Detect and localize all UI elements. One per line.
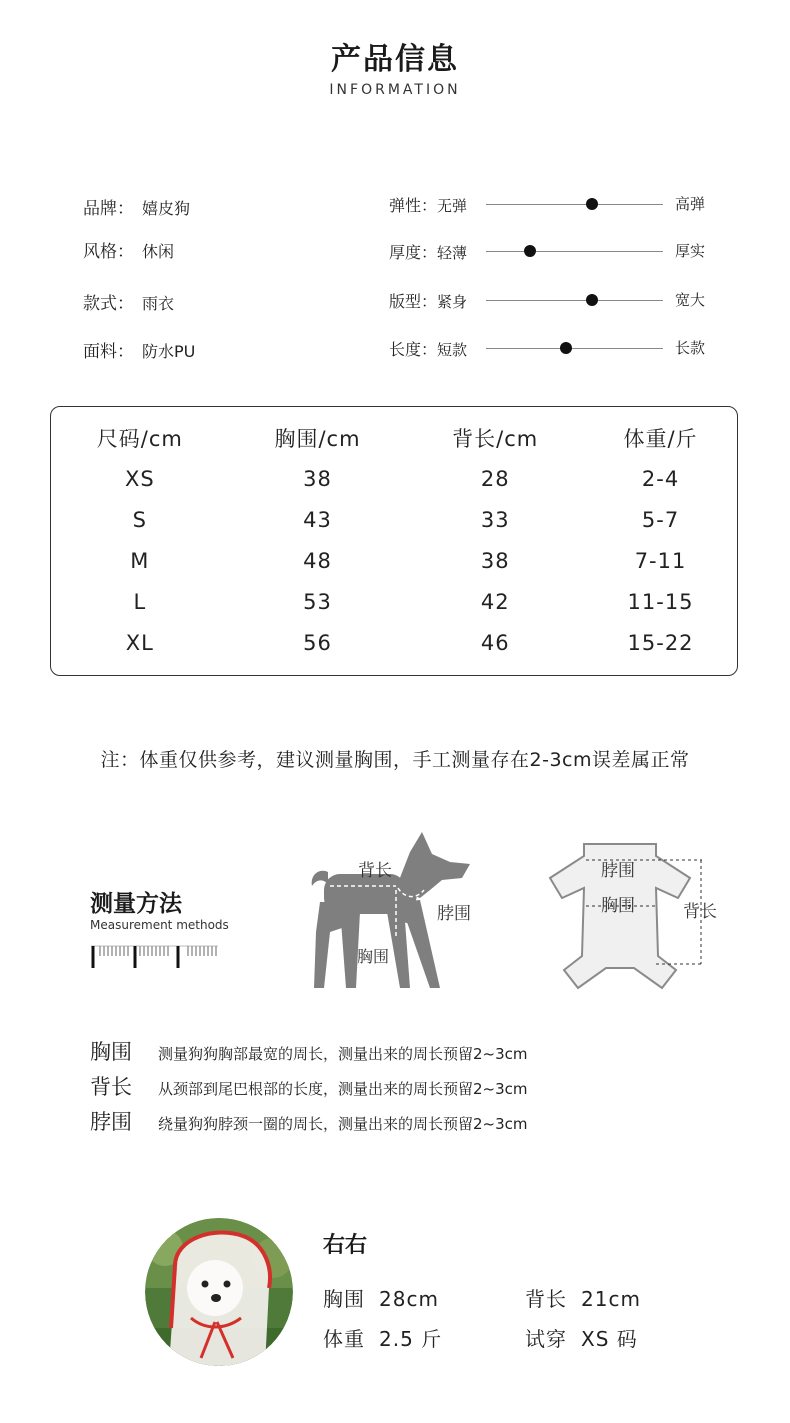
model-stat-weight — [323, 1323, 442, 1352]
attribute-brand — [83, 194, 190, 219]
table-row — [51, 458, 737, 499]
coat-diagram — [540, 838, 730, 998]
slider-knob — [560, 342, 572, 354]
slider-knob — [586, 294, 598, 306]
cell-back: 33 — [480, 507, 510, 532]
slider-knob — [524, 245, 536, 257]
size-table-header — [51, 417, 737, 458]
stat-value: XS 码 — [581, 1327, 638, 1351]
measure-desc: 从颈部到尾巴根部的长度，测量出来的周长预留2~3cm — [158, 1080, 528, 1098]
coat-label-back: 背长 — [683, 902, 717, 922]
slider-high: 长款 — [675, 339, 706, 357]
slider-thickness — [389, 240, 467, 263]
cell-weight: 7-11 — [634, 548, 687, 573]
header-weight: 体重/斤 — [623, 426, 698, 451]
slider-low: 无弹 — [437, 197, 468, 215]
measure-row-neck — [90, 1106, 528, 1136]
cell-chest: 56 — [303, 630, 332, 655]
size-note: 注：体重仅供参考，建议测量胸围，手工测量存在2-3cm误差属正常 — [100, 749, 690, 771]
measure-title: 测量方法 — [90, 891, 182, 917]
header-size: 尺码/cm — [96, 426, 183, 451]
measure-desc: 绕量狗狗脖颈一圈的周长，测量出来的周长预留2~3cm — [158, 1115, 528, 1133]
stat-key: 体重 — [323, 1327, 365, 1351]
measure-key: 脖围 — [90, 1110, 132, 1134]
cell-size: XL — [125, 630, 154, 655]
cell-weight: 15-22 — [627, 630, 694, 655]
cell-weight: 11-15 — [627, 589, 694, 614]
slider-high: 厚实 — [675, 242, 706, 260]
attribute-label: 品牌： — [83, 199, 134, 219]
dog-diagram — [300, 828, 490, 998]
size-table-box — [50, 406, 738, 676]
slider-elasticity — [389, 193, 467, 216]
table-row — [51, 581, 737, 622]
stat-key: 试穿 — [525, 1327, 567, 1351]
dog-label-chest: 胸围 — [357, 947, 390, 966]
coat-label-chest: 胸围 — [601, 896, 635, 916]
model-dog-photo — [145, 1218, 293, 1366]
measure-row-back — [90, 1071, 528, 1101]
slider-low: 轻薄 — [437, 244, 468, 262]
measure-key: 背长 — [90, 1075, 132, 1099]
cell-back: 42 — [480, 589, 510, 614]
attribute-type — [83, 289, 174, 314]
slider-track — [486, 300, 663, 301]
attribute-value: 休闲 — [142, 242, 175, 261]
model-stat-size — [525, 1323, 638, 1352]
slider-label: 长度： — [389, 340, 438, 359]
cell-back: 46 — [480, 630, 510, 655]
slider-knob — [586, 198, 598, 210]
cell-back: 38 — [480, 548, 510, 573]
cell-chest: 43 — [303, 507, 332, 532]
measure-subtitle: Measurement methods — [90, 918, 229, 932]
table-row — [51, 622, 737, 663]
page-title: 产品信息 — [331, 42, 459, 77]
slider-high: 宽大 — [675, 291, 706, 309]
header-back: 背长/cm — [452, 426, 539, 451]
slider-fit — [389, 289, 467, 312]
attribute-value: 雨衣 — [142, 294, 175, 313]
cell-size: L — [133, 589, 147, 614]
stat-value: 28cm — [379, 1287, 439, 1311]
attribute-label: 款式： — [83, 294, 134, 314]
attribute-fabric — [83, 337, 195, 362]
model-stat-back — [525, 1283, 641, 1312]
slider-high: 高弹 — [675, 195, 706, 213]
attribute-style — [83, 237, 174, 262]
cell-chest: 48 — [303, 548, 332, 573]
slider-track — [486, 251, 663, 252]
cell-size: M — [130, 548, 150, 573]
size-table — [51, 417, 737, 663]
slider-label: 弹性： — [389, 196, 438, 215]
measure-desc: 测量狗狗胸部最宽的周长，测量出来的周长预留2~3cm — [158, 1045, 528, 1063]
attribute-value: 防水PU — [142, 342, 196, 361]
cell-size: XS — [124, 466, 155, 491]
cell-size: S — [132, 507, 148, 532]
measure-key: 胸围 — [90, 1040, 132, 1064]
model-name: 右右 — [323, 1233, 368, 1258]
attribute-value: 嬉皮狗 — [142, 199, 191, 218]
attribute-label: 面料： — [83, 342, 134, 362]
slider-length — [389, 337, 467, 360]
attribute-label: 风格： — [83, 242, 134, 262]
slider-track — [486, 348, 663, 349]
stat-value: 21cm — [581, 1287, 641, 1311]
model-stat-chest — [323, 1283, 439, 1312]
slider-track — [486, 204, 663, 205]
table-row — [51, 499, 737, 540]
cell-chest: 53 — [303, 589, 332, 614]
coat-label-neck: 脖围 — [601, 861, 635, 881]
stat-key: 胸围 — [323, 1287, 365, 1311]
slider-low: 紧身 — [437, 293, 468, 311]
slider-low: 短款 — [437, 341, 468, 359]
cell-weight: 2-4 — [641, 466, 680, 491]
stat-value: 2.5 斤 — [379, 1327, 443, 1351]
dog-label-back: 背长 — [358, 861, 392, 881]
cell-back: 28 — [480, 466, 510, 491]
dog-label-neck: 脖围 — [437, 904, 471, 924]
page-subtitle: INFORMATION — [329, 82, 461, 98]
header-chest: 胸围/cm — [274, 426, 361, 451]
cell-weight: 5-7 — [641, 507, 680, 532]
ruler-icon — [90, 942, 220, 970]
table-row — [51, 540, 737, 581]
cell-chest: 38 — [303, 466, 332, 491]
slider-label: 厚度： — [389, 243, 438, 262]
stat-key: 背长 — [525, 1287, 567, 1311]
measure-row-chest — [90, 1036, 528, 1066]
slider-label: 版型： — [389, 292, 438, 311]
